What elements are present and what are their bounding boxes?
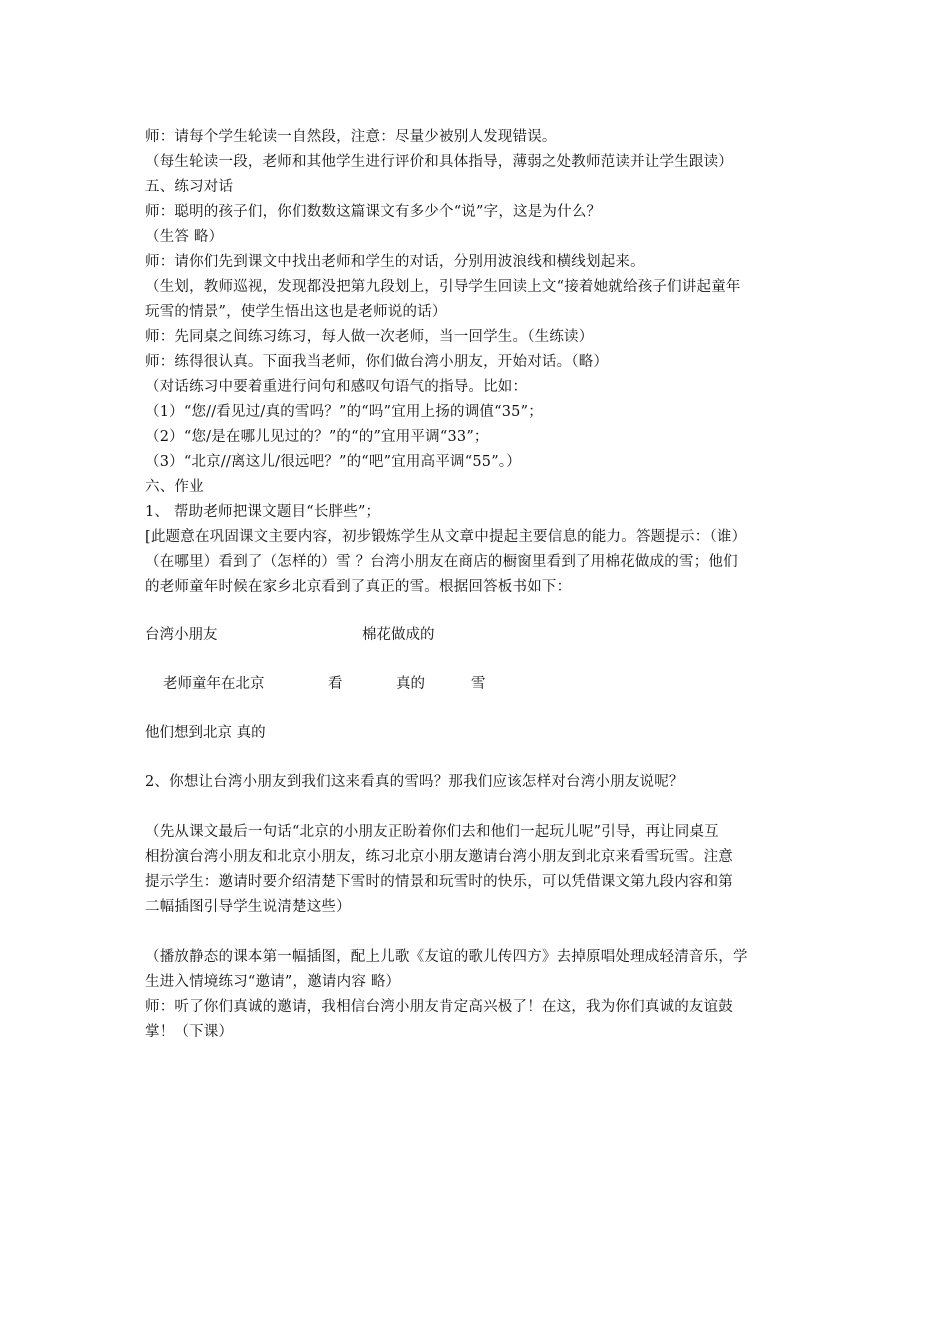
text-line: 相扮演台湾小朋友和北京小朋友，练习北京小朋友邀请台湾小朋友到北京来看雪玩雪。注意	[145, 849, 733, 865]
text-line: （3）“北京//离这儿/很远吧？”的“吧”宜用高平调“55”。）	[145, 454, 521, 470]
text-line: 1、 帮助老师把课文题目“长胖些”；	[145, 504, 381, 520]
board-text: 雪	[471, 676, 486, 692]
text-line: 2、你想让台湾小朋友到我们这来看真的雪吗？那我们应该怎样对台湾小朋友说呢？	[145, 774, 684, 790]
text-line: 师：请每个学生轮读一自然段，注意：尽量少被别人发现错误。	[145, 129, 557, 145]
text-line: 提示学生：邀请时要介绍清楚下雪时的情景和玩雪时的快乐，可以凭借课文第九段内容和第	[145, 874, 733, 890]
board-text: 棉花做成的	[362, 627, 435, 643]
text-line: 师：练得很认真。下面我当老师，你们做台湾小朋友，开始对话。（略）	[145, 354, 609, 370]
text-line: 师：聪明的孩子们，你们数数这篇课文有多少个“说”字，这是为什么？	[145, 204, 602, 220]
text-line: （2）“您/是在哪儿见过的？”的“的”宜用平调“33”；	[145, 429, 489, 445]
text-line: （在哪里）看到了（怎样的）雪 ？台湾小朋友在商店的橱窗里看到了用棉花做成的雪；他们	[145, 554, 738, 570]
board-text: 他们想到北京 真的	[145, 725, 266, 741]
text-line: 生进入情境练习“邀请”，邀请内容 略）	[145, 974, 401, 990]
text-line: 玩雪的情景”，使学生悟出这也是老师说的话）	[145, 304, 447, 320]
text-line: 掌！（下课）	[145, 1024, 234, 1040]
text-line: （先从课文最后一句话“北京的小朋友正盼着你们去和他们一起玩儿呢”引导，再让同桌互	[145, 824, 719, 840]
text-line: [此题意在巩固课文主要内容，初步锻炼学生从文章中提起主要信息的能力。答题提示：（谁）	[145, 529, 747, 545]
board-text: 台湾小朋友	[145, 627, 218, 643]
section-heading: 六、作业	[145, 479, 204, 495]
text-line: 师：请你们先到课文中找出老师和学生的对话，分别用波浪线和横线划起来。	[145, 254, 645, 270]
board-text: 看	[328, 676, 343, 692]
text-line: 的老师童年时候在家乡北京看到了真正的雪。根据回答板书如下：	[145, 579, 572, 595]
board-text: 老师童年在北京	[163, 676, 265, 692]
text-line: （播放静态的课本第一幅插图，配上儿歌《友谊的歌儿传四方》去掉原唱处理成轻清音乐，学	[145, 949, 748, 965]
text-line: 师：听了你们真诚的邀请，我相信台湾小朋友肯定高兴极了！在这，我为你们真诚的友谊鼓	[145, 999, 733, 1015]
section-heading: 五、练习对话	[145, 179, 234, 195]
text-line: （每生轮读一段，老师和其他学生进行评价和具体指导，薄弱之处教师范读并让学生跟读）	[145, 154, 733, 170]
text-line: （1）“您//看见过/真的雪吗？”的“吗”宜用上扬的调值“35”；	[145, 404, 543, 420]
text-line: （对话练习中要着重进行问句和感叹句语气的指导。比如：	[145, 379, 528, 395]
board-text: 真的	[396, 676, 425, 692]
text-line: 二幅插图引导学生说清楚这些）	[145, 899, 351, 915]
text-line: （生答 略）	[145, 229, 224, 245]
text-line: 师：先同桌之间练习练习，每人做一次老师，当一回学生。（生练读）	[145, 329, 594, 345]
text-line: （生划，教师巡视，发现都没把第九段划上，引导学生回读上文“接着她就给孩子们讲起童年	[145, 279, 741, 295]
